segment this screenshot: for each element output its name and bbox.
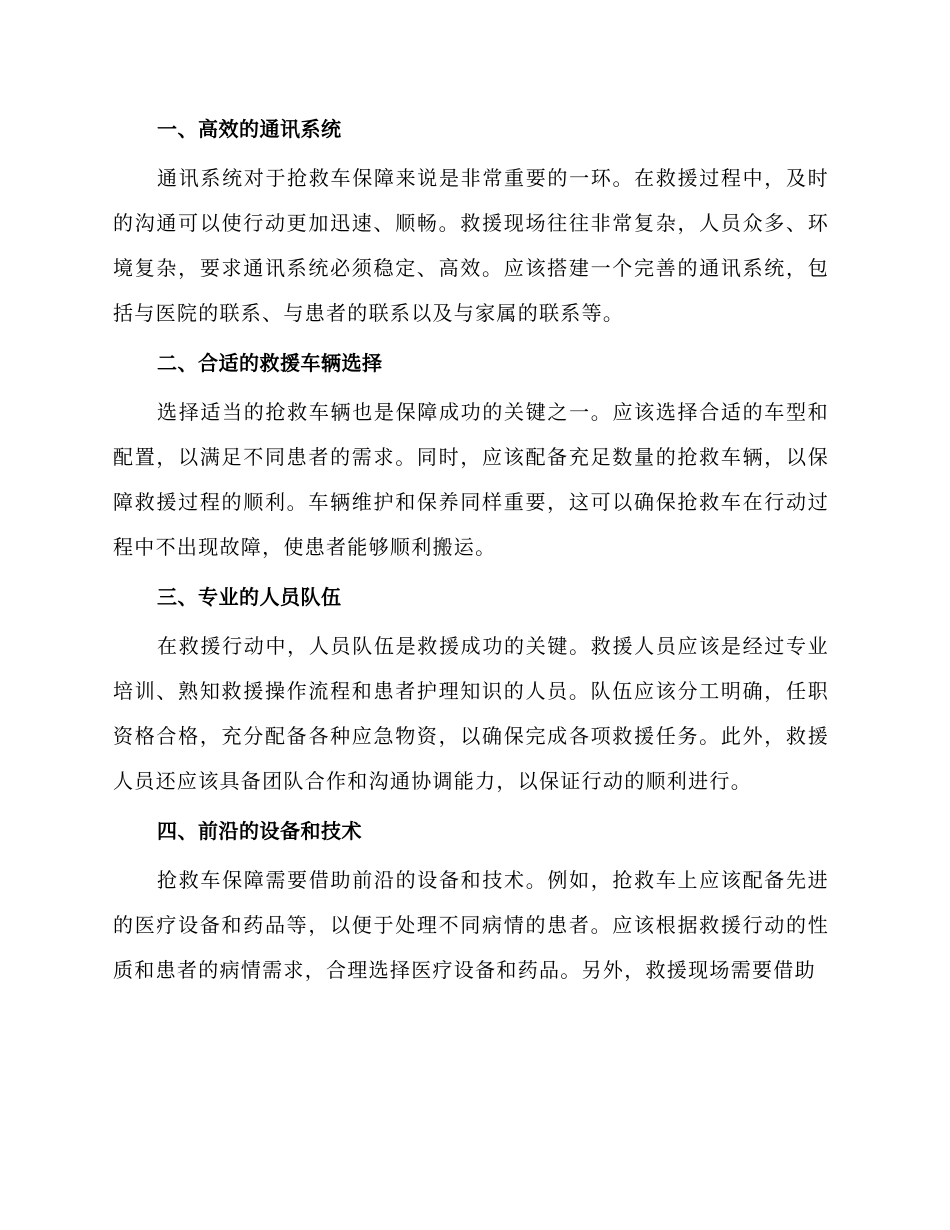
section-heading: 二、合适的救援车辆选择 (157, 351, 383, 375)
section-paragraph: 抢救车保障需要借助前沿的设备和技术。例如，抢救车上应该配备先进的医疗设备和药品等，以便于处理不同病情的患者。应该根据救援行动的性质和患者的病情需求，合理选择医疗设备和药品。另外，救援现场需要借助 (113, 868, 829, 982)
section-personnel (113, 582, 829, 804)
document-body (113, 114, 829, 1005)
section-heading: 一、高效的通讯系统 (157, 117, 342, 141)
section-equipment (113, 816, 829, 993)
section-communication (113, 114, 829, 336)
section-heading: 三、专业的人员队伍 (157, 585, 342, 609)
section-paragraph: 在救援行动中，人员队伍是救援成功的关键。救援人员应该是经过专业培训、熟知救援操作流程和患者护理知识的人员。队伍应该分工明确，任职资格合格，充分配备各种应急物资，以确保完成各项救援任务。此外，救援人员还应该具备团队合作和沟通协调能力，以保证行动的顺利进行。 (113, 634, 829, 793)
section-paragraph: 通讯系统对于抢救车保障来说是非常重要的一环。在救援过程中，及时的沟通可以使行动更加迅速、顺畅。救援现场往往非常复杂，人员众多、环境复杂，要求通讯系统必须稳定、高效。应该搭建一个完善的通讯系统，包括与医院的联系、与患者的联系以及与家属的联系等。 (113, 166, 829, 325)
section-paragraph: 选择适当的抢救车辆也是保障成功的关键之一。应该选择合适的车型和配置，以满足不同患者的需求。同时，应该配备充足数量的抢救车辆，以保障救援过程的顺利。车辆维护和保养同样重要，这可以确保抢救车在行动过程中不出现故障，使患者能够顺利搬运。 (113, 400, 829, 559)
section-heading: 四、前沿的设备和技术 (157, 819, 362, 843)
section-vehicle-selection (113, 348, 829, 570)
